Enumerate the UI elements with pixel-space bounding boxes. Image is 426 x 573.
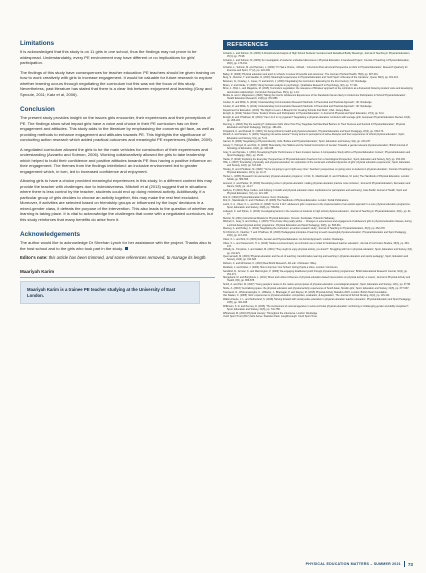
reference-item: Bailey, R. (2006) 'Physical education and sport in schools: A review of benefits and outcomes', The Journal of School Health, 76(8), pp. 397-401. — [223, 72, 379, 76]
reference-item: Van Daalen, C. (2005) 'Girls' experiences in physical education: competition, evaluation, & degradation', The Journal of School Nursing, 21(2), pp. 115-121. — [223, 294, 391, 298]
reference-item: Hills, L. (2007) 'Friendship, physicality, and physical education: An exploration of the social and embodied dynamics of girls' physical education experiences', Sport, Education and Society, 12(3), pp. 317-336. — [223, 161, 411, 168]
references-list — [223, 50, 413, 319]
reference-item: Braun, V. and Clarke, V. (2006) 'Using thematic analysis in psychology', Qualitative Research in Psychology, 3(2), pp. 77-101. — [223, 83, 359, 87]
reference-item: Azzarito, L. and Solmon, M. (2009) 'An investigation of students' embodied discourses in Physical Education: A Gendered Project', Journal of Teaching in Physical Education, 28(2), pp. 173-191. — [223, 58, 410, 65]
reference-item: Brodie, E. and J. Magnusson, (2020) 'Taking the Courts: Adolescent Experiences of the Standards that are likely to Undermine Participation in School Physical Education', Health Education Research, 21(6) pp. 872-883. — [223, 94, 407, 101]
reference-item: Gray, S. and Sproule, J. (2011) 'Developing Pupils' Performance in Team Invasion Games: A Comparative Study within a Physical Education Context', Physical Education and Sport Pedagogy, 16(1), pp. 15-32. — [223, 150, 411, 157]
reference-item: Garrett, R. (2004) 'Negotiating a Physical Identity: Girls, Bodies and Physical Education', Sport, Education and Society, 9(2), pp. 223-237. — [223, 140, 371, 144]
references-heading: REFERENCES — [223, 40, 413, 50]
reference-item: Gorely, T., Holroyd, R. and Kirk, D. (2003) 'Muscularity, the Habitus and the Social Construction of Gender: Towards a gender-relevant physical education', British Journal of Sociology of Education, 24(4), pp. 429-448. — [223, 143, 408, 151]
reference-item: Jachyra, P. (2016) 'Boys, bodies, and bullying in health and physical education class: implications for participation and well-being', Asia-Pacific Journal of Health, Sport and Physical Education, 7(2), pp. 121-138. — [223, 188, 407, 195]
references-column — [223, 40, 413, 319]
reference-item: Enright, E. (2014) 'Student Voice: Student Choice and Participation in Physical Education', in Journal of Physical and Sport Education, 27(4), pp. 8-11. — [223, 112, 385, 116]
reference-item: Townsend, N., Wickramasinghe, K., Williams, J., Bhatnagar, P. and Rayner, M. (2015) Physical Activity Statistics 2015. London: British Heart Foundation. — [223, 290, 388, 294]
reference-item: Brion, J., Brisl, L. and Magazine, M. (2015) 'Curriculum negotiation: the relevance of Brookes' approach to the curriculum as a framework fostering student voice and developing democratic relationships', Curriculum Perspectives, 35(1), pp. 1-10. — [223, 87, 413, 94]
reference-item: Quennerstedt, M. (2019) 'Physical education and the art of teaching: transformative learning and teaching in physical education and sports pedagogy', Sport, Education and Society, 24(6), pp. 611-623. — [223, 255, 409, 262]
conclusion-paragraph-3: Allowing girls to have a choice provided meaningful experiences in this study. In a different context this may provide the teacher with challenges due to indecisiveness. Mitchell et al (2013) suggest that in situations where there is less control by the teacher, students could end up doing minimal activity. Additionally, if a particular group of girls decides to choose an activity together, this may make the rest feel excluded. Moreover, if activities are selected based on friendship groups or influenced by the boys' decisions in a mixed-gender class, it defeats the purpose of the intervention. This also leads to the question of whether any learning is taking place. It is vital to acknowledge the challenges that come with a negotiated curriculum, but this study reinforces that many benefits do arise from it. — [20, 178, 215, 222]
reference-item: Azzarito, L., Solmon, M. and Harrison, L. (2006) ''If I Had a Choice, I Would...' A Feminist Post-structural Perspective on Girls in Physical Education', Research Quarterly for Exercise and Sport, 77 (2), pp. 222-239. — [223, 65, 408, 72]
acknowledgements-text: The author would like to acknowledge Dr Shrehan Lynch for her assistance with the project. Thanks also to the host school and to the girls who took part in the study. — [20, 240, 212, 251]
reference-item: Bowman, N., Crowley, J., Jones, H. and Enrich, J. (2020) 'Negotiating the Curriculum: Educating for the 21st Century', UK: Routledge. — [223, 79, 368, 83]
footer-divider — [404, 561, 405, 567]
conclusion-paragraph-1: The present study provides insight on the issues girls encounter, their experiences and their perceptions of PE. The findings show what impact girls have a voice and choice in their PE curriculum has on their engagement and attitudes. This study adds to the literature by emphasising the concerns girl face, as well as providing methods to enhance engagement and attitudes towards PE. This highlights the significance of conducting action research which added practical outcomes and meaningful PE experiences (Walter, 2009). — [20, 115, 215, 143]
reference-item: Oliver, K. L. and Kirk, D. (2015) Girls, Gender and Physical Education: An Activist Approach. London: Routledge. — [223, 237, 344, 241]
conclusion-paragraph-2: A negotiated curriculum allowed the girls to be the main vehicles for construction of their experiences and understanding (Azzarito and Solmon, 2006). Working collaboratively allowed the girls to take leadership which helped to build their confidence and positive attitudes towards PE thus having a positive influence on their engagement. The themes from the findings interlinked: an inclusive environment led to greater engagement which, in turn, led to increased confidence and enjoyment. — [20, 146, 212, 174]
reference-item: Howley, D. and O'Sullivan, M. (2020) ''You're not going to get it right every time': Teachers' perspectives on giving voice to students in physical education', Journal of Teaching in Physical Education, 40(1), pp. 11-17. — [223, 168, 413, 175]
reference-item: Hunter, L. (2006) 'Research into elementary physical education programs', in Kirk, D., MacDonald, D. and O'Sullivan, M. (eds.) The Handbook of Physical Education. London: SAGE, pp. 580-595. — [223, 175, 410, 182]
reference-item: O'Reilly, E., Tompkins, J. and Gallant, M. (2001) ''They ought to enjoy physical activity, you know?': Struggling with fun in physical education', Sport, Education and Society, 6(2), pp. 211-221. — [223, 248, 413, 255]
limitations-paragraph-1: It is acknowledged that this study is on 11 girls in one school, thus the findings may not prove to be widespread. Understandably, every PE environment may have different or no implications for girls' participation. — [20, 49, 197, 66]
page-footer — [223, 560, 413, 568]
conclusion-heading: Conclusion — [20, 106, 55, 114]
end-mark-square-icon — [125, 247, 128, 250]
reference-item: Enright, E. and O'Sullivan, M. (2010) ''Can I do it in my pyjamas?' Negotiating a physical education curriculum with teenage girls', European Physical Education Review, 16(3), pp. 203-222. — [223, 115, 411, 123]
reference-item: Iannucci, C. and Parker, M. (2020) 'Developing voice in physical education: making physical education practice more inclusive', Journal of Physical Education, Recreation and Dance, 91(3), pp. 12-17. — [223, 181, 411, 188]
reference-item: Coulter, D. and Willis, S. (2014) 'Understanding Communication Research Methods: A Theoretical and Practical Approach', UK: Routledge. — [223, 101, 373, 105]
limitations-paragraph-2: The findings of this study have consequences for teacher education: PE teachers should be given training on how to work creatively with girls to increase engagement. It would be valuable for future research to explore whether learning occurs through negotiating the curriculum but this was not the focus of this study. Nevertheless, past literature has stated that there is a clear link between enjoyment and learning (Gray and Sproule, 2011; Katz et al, 2006). — [20, 69, 215, 97]
reference-item: Rudduck, J. and Flutter, J. (2004) How to Improve Your School: Giving Pupils a Voice. London: Continuum. — [223, 265, 339, 269]
reference-item: Fleming, L. (2016) 'Pay the Learning?': Adolescent Girls Voice How They Negotiate Self-Identified Barriers to Their Success and Survival in Physical Education', Physical Education and Sport Pedagogy, 19(2) pp. 184-201. — [223, 122, 405, 129]
author-divider — [20, 277, 215, 278]
reference-item: Stride, A. (2016) 'Centralising space: the physical education and physical activity experiences of South Asian, Muslim girls', Sport, Education and Society, 21(5), pp. 677-697. — [223, 286, 410, 290]
reference-item: Kirk, D., Macdonald, D. and O'Sullivan, M. (2006) The Handbook of Physical Education. London: SAGE Publications. — [223, 199, 349, 203]
left-column — [20, 40, 215, 304]
reference-item: Kirk, D. (2010) Physical Education Futures. Oxon: Routledge. — [223, 195, 290, 199]
reference-item: Smith, A. and Parr, M. (2007) 'Young people's views on the nature and purposes of physical education: a sociological analysis', Sport, Education and Society, 12(1), pp. 37-58. — [223, 283, 411, 287]
reference-item: Ní Chróinín, D., Fletcher, T. and O'Sullivan, M. (2018) 'Pedagogical principles of learning to teach meaningful physical education', Physical Education and Sport Pedagogy, 23(2), pp. 117-133. — [223, 230, 407, 238]
reference-item: Walton-Fisette, J. L. and Sutherland, S. (2018) 'Moving forward with social justice education in physical education teacher education', Physical Education and Sport Pedagogy, 23(5), pp. 461-468. — [223, 298, 411, 305]
reference-item: Oliver, K. L. and Oesterreich, H. A. (2013) 'Student-centred inquiry as curriculum as a model for field-based teacher education', Journal of Curriculum Studies, 45(3), pp. 394-417. — [223, 241, 410, 248]
reference-item: Lodewyk, K. and Pybus, C. (2013) 'Investigating factors in the retention of students in high school physical education', Journal of Teaching in Physical Education, 32(1), pp. 61-77. — [223, 209, 412, 216]
reference-item: Sandford, R., Armour, K. and Warmington, P. (2006) 'Re-engaging disaffected youth through physical activity programmes', British Educational Research Journal, 32(2), pp. 251-271. — [223, 269, 408, 276]
reference-item: Berg, S., Fletcher, T. and Gleddie, D. (2021) 'Meaningful experiences in Physical Education and Youth Sport: A Review of the Literature', Quest, 69(2), pp. 201-212. — [223, 76, 399, 80]
reference-item: Lamb, C. A., Oliver, K. L. and Kirk, D. (2018) ''Go for it Girl': adolescent girls' responses to the implementation of an activist approach in a core physical education programme', Sport, Education and Society, 23(8), pp. 799-811. — [223, 203, 411, 210]
author-bio: Maariyah Karim is a trainee PE teacher studying at the University of East London. — [27, 286, 176, 298]
editor-note — [20, 255, 215, 261]
reference-item: Slingerland, M. and Borghouts, L. (2011) 'Direct and indirect influence of physical education-based interventions on physical activity: a review', Journal of Physical Activity and Health, 8(6), pp. 866-878. — [223, 276, 411, 283]
reference-item: Hastie, P. (2014) 'Exploring the Everyday: Perspectives of Physical Education Teachers from a Sociological Perspective', Sport, Education and Society, 6(2), pp. 153-169. — [223, 157, 406, 161]
reference-item: Mooney, A. and Hickey, C. (2012) 'Negotiating the curriculum: an action research study', Journal of Teaching in Physical Education, 31(3), pp. 262-278. — [223, 227, 386, 231]
reference-item: Mitchell, F., Gray, S. and Inchley, J. (2015) ''This choice thing really works ...' Changes in experiences and engagement of adolescent girls in physical education classes, during a school-based physical activity programme', Physical Education and Sport Pedagogy, 20(6), pp. 593-611. — [223, 220, 412, 227]
author-name: Maariyah Karim — [20, 268, 55, 274]
editor-note-text: this article has been trimmed, and some references removed, to manage its length. — [48, 255, 207, 261]
reference-item: Department for Education. (2013) 'The Right to Learn: A Blueprint for Creating Schools that Work', USA: Jossey-Bass. — [223, 108, 351, 112]
publication-name: PHYSICAL EDUCATION MATTERS – SUMMER 2021 — [305, 562, 401, 566]
reference-item: Youth Sport Trust (2017) Girls Active: Statistics Pack. Loughborough: Youth Sport Trust. — [223, 315, 318, 319]
acknowledgements-heading: Acknowledgements — [20, 231, 81, 239]
reference-item: Robson, C. and McCartan, K. (2016) Real World Research. 4th edn. Chichester: Wiley. — [223, 262, 317, 266]
reference-item: Whitehead, M. (2010) Physical Literacy: Throughout the Lifecourse. London: Routledge. — [223, 311, 318, 315]
reference-item: Flintoff, A. and Scraton, S. (2001) 'Stepping into active leisure? Young women's perceptions of active lifestyles and their experiences of school physical education', Sport, Education and Society, 6(1), pp. 5-21. — [223, 133, 405, 140]
editor-note-label: Editor's note: — [20, 255, 48, 261]
reference-item: Fitzpatrick, K. and Russell, D. (2016) 'On being critical in health and physical education', Physical Education and Sport Pedagogy, 20(2), pp. 159-173. — [223, 129, 384, 133]
reference-item: Wilkinson, S. D. and Penney, D. (2016) 'The involvement of external agencies in extra-curricular physical education: reinforcing or challenging gender and ability inequities?', Sport, Education and Society, 21(5), pp. 741-758. — [223, 304, 409, 312]
reference-item: Metzler, M. (2011) Instructional Models for Physical Education. 3rd edn. Scottsdale: Holcomb Hathaway. — [223, 216, 335, 220]
reference-item: Coulter, D. and Willis, S. (2014) 'Understanding Communication Research Methods: A Theoretical and Practical Approach', UK: Routledge. — [223, 104, 373, 108]
author-bio-box — [20, 281, 200, 305]
acknowledgements-paragraph — [20, 240, 215, 251]
page-number: 73 — [407, 561, 413, 567]
limitations-heading: Limitations — [20, 40, 55, 47]
reference-item: Azzarito, L. and Solmon, M. (2006) 'A Poststructural Analysis of High School Students' Gendered and Racialized Bodily Meanings', Journal of Teaching in Physical Education, 25 (1) pp. 75-98. — [223, 52, 410, 59]
